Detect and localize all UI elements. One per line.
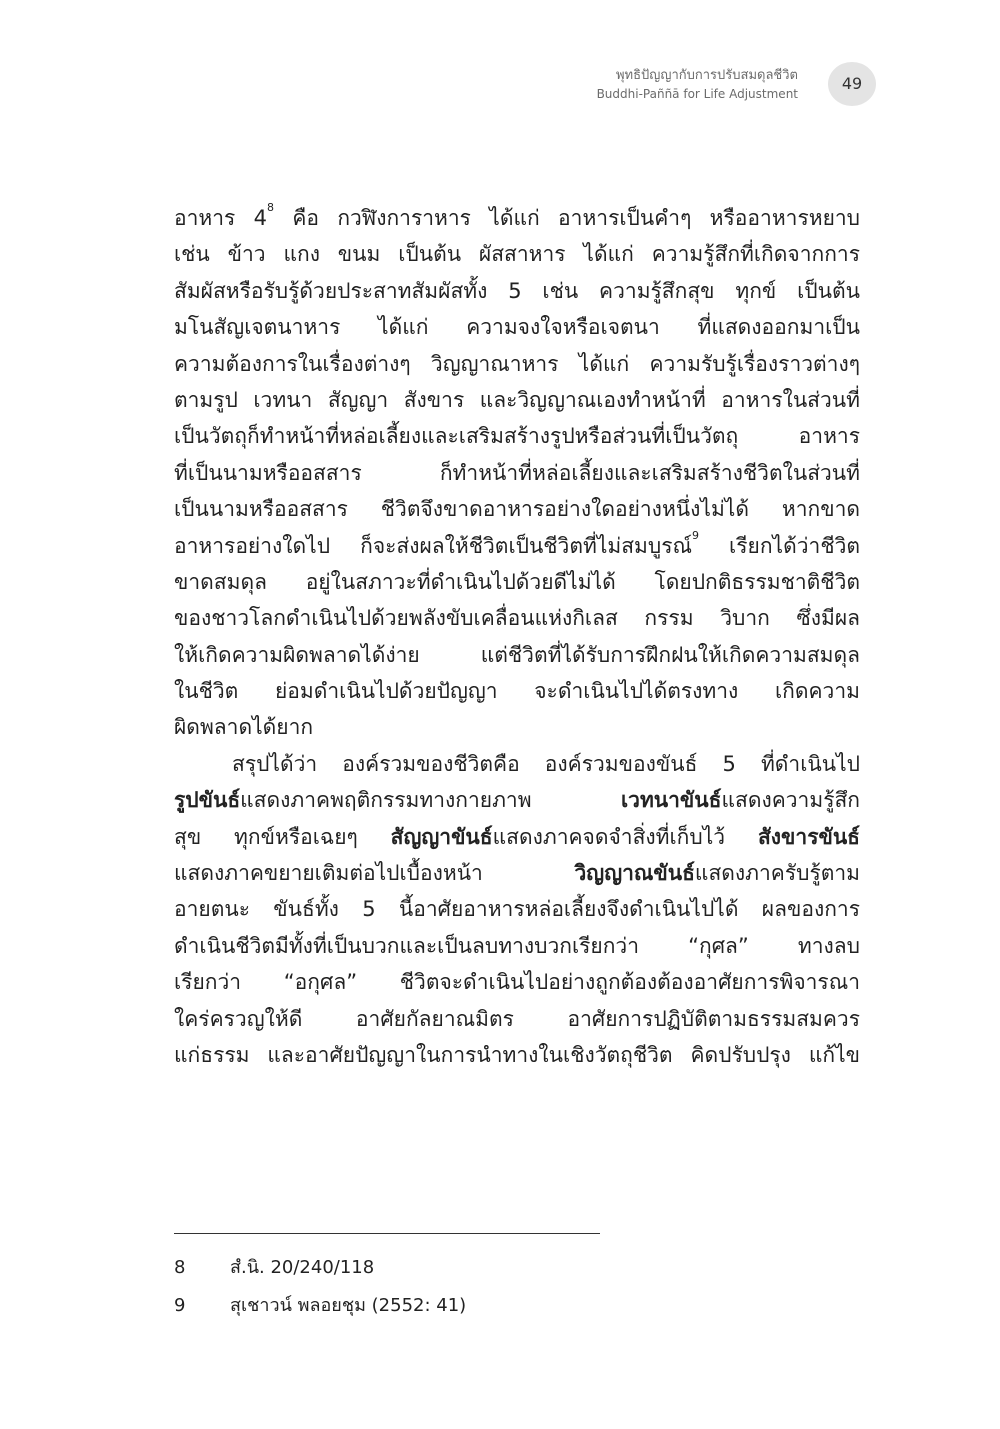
footnote-text: สุเชาวน์ พลอยชุม (2552: 41): [230, 1295, 467, 1316]
line-text: เรียกได้ว่าชีวิต: [699, 533, 861, 558]
footnote-ref-9[interactable]: 9: [692, 528, 699, 542]
term-vedana-khandha: เวทนาขันธ์: [620, 788, 722, 813]
paragraph-line: [174, 200, 860, 236]
paragraph-line: ขาดสมดุล อยู่ในสภาวะที่ดำเนินไปด้วยดีไม่ได้ โดยปกติธรรมชาติชีวิต: [174, 569, 860, 594]
line-text: แสดงภาคขยายเติมต่อไปเบื้องหน้า: [174, 861, 483, 886]
paragraph-line: ในชีวิต ย่อมดำเนินไปด้วยปัญญา จะดำเนินไปได้ตรงทาง เกิดความ: [174, 679, 860, 704]
line-text: แสดงภาคพฤติกรรมทางกายภาพ: [240, 788, 532, 813]
line-text: อาหาร 4: [174, 206, 268, 230]
footnote-number: 8: [174, 1257, 186, 1278]
footnote-number: 9: [174, 1295, 186, 1316]
paragraph-line: ให้เกิดความผิดพลาดได้ง่าย แต่ชีวิตที่ได้รับการฝึกฝนให้เกิดความสมดุล: [174, 642, 860, 667]
paragraph-line: ของชาวโลกดำเนินไปด้วยพลังขับเคลื่อนแห่งกิเลส กรรม วิบาก ซึ่งมีผล: [174, 606, 860, 631]
footnote-ref-8[interactable]: 8: [267, 201, 275, 214]
line-text: แสดงภาคจดจำสิ่งที่เก็บไว้: [492, 824, 758, 849]
paragraph-line: เช่น ข้าว แกง ขนม เป็นต้น ผัสสาหาร ได้แก่ ความรู้สึกที่เกิดจากการ: [174, 242, 860, 267]
paragraph-line: ใคร่ครวญให้ดี อาศัยกัลยาณมิตร อาศัยการปฏิบัติตามธรรมสมควร: [174, 1006, 860, 1031]
line-text: อาหารอย่างใดไป ก็จะส่งผลให้ชีวิตเป็นชีวิตที่ไม่สมบูรณ์: [174, 533, 692, 558]
footnote-8: [174, 1253, 374, 1283]
paragraph-line: เป็นวัตถุก็ทำหน้าที่หล่อเลี้ยงและเสริมสร้างรูปหรือส่วนที่เป็นวัตถุ อาหาร: [174, 424, 860, 449]
paragraph-line: แก่ธรรม และอาศัยปัญญาในการนำทางในเชิงวัตถุชีวิต คิดปรับปรุง แก้ไข: [174, 1042, 860, 1067]
footnote-divider: [174, 1233, 600, 1234]
paragraph-line: เป็นนามหรืออสสาร ชีวิตจึงขาดอาหารอย่างใดอย่างหนึ่งไม่ได้ หากขาด: [174, 497, 860, 522]
running-header: [597, 66, 798, 102]
footnote-9: [174, 1291, 466, 1321]
paragraph-line: ดำเนินชีวิตมีทั้งที่เป็นบวกและเป็นลบทางบวกเรียกว่า “กุศล” ทางลบ: [174, 933, 860, 958]
line-text: แสดงความรู้สึก: [721, 788, 860, 813]
paragraph-line: [174, 528, 860, 564]
page-number-badge: 49: [828, 62, 876, 106]
footnote-text: สํ.นิ. 20/240/118: [230, 1257, 375, 1278]
line-text: คือ กวฬิงการาหาร ได้แก่ อาหารเป็นคำๆ หรืออาหารหยาบ: [274, 206, 861, 230]
term-vinnana-khandha: วิญญาณขันธ์: [574, 861, 695, 886]
paragraph-line: ตามรูป เวทนา สัญญา สังขาร และวิญญาณเองทำหน้าที่ อาหารในส่วนที่: [174, 387, 860, 412]
paragraph-line: เรียกว่า “อกุศล” ชีวิตจะดำเนินไปอย่างถูกต้องต้องอาศัยการพิจารณา: [174, 970, 860, 995]
paragraph-line: [174, 855, 860, 891]
line-text: แสดงภาครับรู้ตาม: [694, 861, 860, 886]
running-title-thai: พุทธิปัญญากับการปรับสมดุลชีวิต: [615, 68, 798, 83]
term-sanna-khandha: สัญญาขันธ์: [390, 824, 493, 849]
body-text: [174, 200, 860, 1073]
term-rupa-khandha: รูปขันธ์: [174, 788, 241, 813]
paragraph-line: ผิดพลาดได้ยาก: [174, 715, 314, 740]
paragraph-line: ความต้องการในเรื่องต่างๆ วิญญาณาหาร ได้แก่ ความรับรู้เรื่องราวต่างๆ: [174, 351, 860, 376]
paragraph-line: สรุปได้ว่า องค์รวมของชีวิตคือ องค์รวมของขันธ์ 5 ที่ดำเนินไป: [232, 751, 860, 776]
paragraph-line: อายตนะ ขันธ์ทั้ง 5 นี้อาศัยอาหารหล่อเลี้ยงจึงดำเนินไปได้ ผลของการ: [174, 897, 860, 922]
paragraph-line: [174, 782, 860, 818]
term-sankhara-khandha: สังขารขันธ์: [757, 824, 860, 849]
paragraph-line: มโนสัญเจตนาหาร ได้แก่ ความจงใจหรือเจตนา ที่แสดงออกมาเป็น: [174, 315, 860, 340]
page-header: [0, 62, 1000, 122]
paragraph-line: สัมผัสหรือรับรู้ด้วยประสาทสัมผัสทั้ง 5 เช่น ความรู้สึกสุข ทุกข์ เป็นต้น: [174, 278, 860, 303]
paragraph-line: [174, 819, 860, 855]
running-title-english: Buddhi-Paññā for Life Adjustment: [596, 87, 798, 101]
line-text: สุข ทุกข์หรือเฉยๆ: [174, 824, 358, 849]
paragraph-line: ที่เป็นนามหรืออสสาร ก็ทำหน้าที่หล่อเลี้ยงและเสริมสร้างชีวิตในส่วนที่: [174, 460, 860, 485]
